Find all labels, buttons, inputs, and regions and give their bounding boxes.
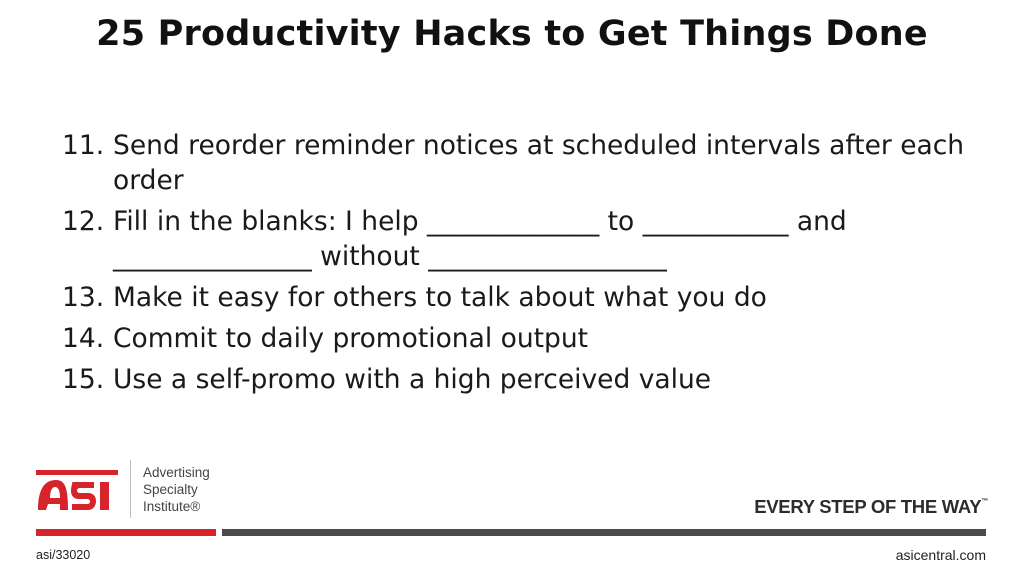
org-line: Specialty [143,482,198,497]
trademark-mark: ™ [981,498,988,505]
item-number: 11. [62,130,105,161]
item-text: Fill in the blanks: I help _____________ to ___________ and _______________ without __________________ [113,206,847,272]
footer-website: asicentral.com [895,547,986,563]
item-text: Use a self-promo with a high perceived value [113,364,712,395]
item-number: 12. [62,206,105,237]
item-text: Commit to daily promotional output [113,323,589,354]
org-line: Advertising [143,465,210,480]
footer-code: asi/33020 [36,548,91,562]
list-item [62,321,982,356]
asi-logo-icon [34,460,120,520]
list-item [62,280,982,315]
slide-title: 25 Productivity Hacks to Get Things Done [96,14,928,54]
footer-bar-gray [222,529,986,536]
item-number: 15. [62,364,105,395]
list-item [62,362,982,397]
org-name [143,464,210,515]
logo-divider [130,460,131,518]
tagline [754,496,988,518]
org-line: Institute® [143,499,201,514]
list-item [62,204,982,274]
hacks-list [62,128,982,403]
item-number: 14. [62,323,105,354]
list-item [62,128,982,198]
item-number: 13. [62,282,105,313]
item-text: Send reorder reminder notices at scheduled intervals after each order [113,130,965,196]
tagline-text: EVERY STEP OF THE WAY [754,496,982,517]
footer-bar-red [36,529,216,536]
item-text: Make it easy for others to talk about what you do [113,282,767,313]
